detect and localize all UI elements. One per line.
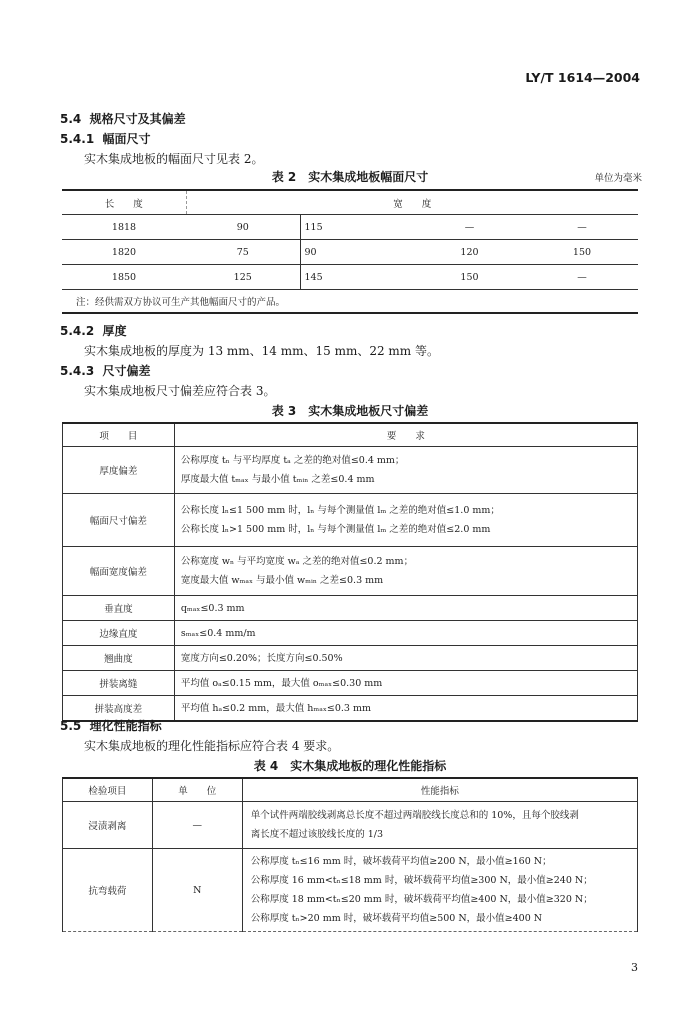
requirement-line: 公称长度 lₙ≤1 500 mm 时，lₙ 与每个测量值 lₘ 之差的绝对值≤1.0 mm； [180, 505, 500, 516]
requirement-line: 公称厚度 tₙ≤16 mm 时，破坏载荷平均值≥200 N，最小值≥160 N； [250, 856, 552, 867]
table4-header-unit: 单 位 [152, 778, 242, 802]
table-row [63, 671, 638, 696]
item-label: 浸渍剥离 [63, 802, 153, 849]
section-5-4-1-heading [60, 130, 151, 147]
table-cell: 90 [186, 215, 300, 240]
requirement: qₘₐₓ≤0.3 mm [174, 596, 637, 621]
requirement-line: 公称宽度 wₙ 与平均宽度 wₐ 之差的绝对值≤0.2 mm； [180, 556, 414, 567]
table-cell: 1850 [62, 265, 186, 290]
paragraph: 实木集成地板尺寸偏差应符合表 3。 [84, 384, 276, 398]
table-cell: 120 [413, 240, 526, 265]
section-5-4-3-heading [60, 362, 151, 379]
section-number: 5.4.3 [60, 364, 95, 378]
item-label: 幅面宽度偏差 [63, 547, 175, 596]
table-row [63, 547, 638, 596]
section-number: 5.4.1 [60, 132, 95, 146]
paragraph: 实木集成地板的幅面尺寸见表 2。 [84, 152, 264, 166]
requirement-line: 单个试件两端胶线剥离总长度不超过两端胶线长度总和的 10%，且每个胶线剥 [250, 810, 579, 821]
requirement: sₘₐₓ≤0.4 mm/m [174, 621, 637, 646]
requirement: 平均值 oₐ≤0.15 mm，最大值 oₘₐₓ≤0.30 mm [174, 671, 637, 696]
section-5-5-heading [60, 717, 162, 734]
item-label: 翘曲度 [63, 646, 175, 671]
section-number: 5.5 [60, 719, 82, 733]
table2-header-length: 长 度 [62, 190, 186, 215]
table2-note: 注：经供需双方协议可生产其他幅面尺寸的产品。 [62, 290, 638, 314]
table3-caption: 表 3 实木集成地板尺寸偏差 [271, 404, 429, 418]
requirement-line: 公称厚度 tₙ>20 mm 时，破坏载荷平均值≥500 N，最小值≥400 N [250, 913, 543, 924]
table-cell: 150 [413, 265, 526, 290]
table-cell: 150 [526, 240, 638, 265]
table-cell: 115 [300, 215, 413, 240]
standard-number: LY/T 1614—2004 [525, 70, 640, 85]
table2-header-width: 宽 度 [186, 190, 638, 215]
table3-header-item: 项 目 [63, 423, 175, 447]
unit-cell: N [152, 849, 242, 932]
requirement-line: 公称长度 lₙ>1 500 mm 时，lₙ 与每个测量值 lₘ 之差的绝对值≤2.0 mm [180, 524, 491, 535]
requirement [174, 547, 637, 596]
table-row [62, 240, 638, 265]
table-row [63, 802, 638, 849]
item-label: 拼装高度差 [63, 696, 175, 722]
table-2 [62, 189, 638, 314]
table-row [63, 621, 638, 646]
table-cell: — [526, 265, 638, 290]
requirement: 宽度方向≤0.20%；长度方向≤0.50% [174, 646, 637, 671]
table2-unit: 单位为毫米 [594, 173, 642, 184]
requirement-line: 公称厚度 18 mm<tₙ≤20 mm 时，破坏载荷平均值≥400 N，最小值≥320 N； [250, 894, 593, 905]
table4-header-item: 检验项目 [63, 778, 153, 802]
section-title: 规格尺寸及其偏差 [89, 112, 186, 126]
paragraph: 实木集成地板的理化性能指标应符合表 4 要求。 [84, 739, 340, 753]
paragraph: 实木集成地板的厚度为 13 mm、14 mm、15 mm、22 mm 等。 [84, 344, 439, 358]
item-label: 边缘直度 [63, 621, 175, 646]
table-row [63, 646, 638, 671]
table-row [63, 494, 638, 547]
table-row [63, 447, 638, 494]
table3-header-req: 要 求 [174, 423, 637, 447]
table-row [62, 215, 638, 240]
table-cell: 1818 [62, 215, 186, 240]
table-cell: 145 [300, 265, 413, 290]
table-cell: 125 [186, 265, 300, 290]
requirement [242, 802, 637, 849]
section-number: 5.4 [60, 112, 82, 126]
item-label: 拼装离缝 [63, 671, 175, 696]
table-cell: — [413, 215, 526, 240]
requirement-line: 离长度不超过该胶线长度的 1/3 [250, 829, 384, 840]
table-cell: 90 [300, 240, 413, 265]
table-4 [62, 777, 638, 932]
table2-caption: 表 2 实木集成地板幅面尺寸 [271, 170, 429, 184]
requirement-line: 厚度最大值 tₘₐₓ 与最小值 tₘᵢₙ 之差≤0.4 mm [180, 474, 375, 485]
item-label: 抗弯载荷 [63, 849, 153, 932]
requirement-line: 宽度最大值 wₘₐₓ 与最小值 wₘᵢₙ 之差≤0.3 mm [180, 575, 384, 586]
table4-header-index: 性能指标 [242, 778, 637, 802]
table-row [63, 596, 638, 621]
item-label: 厚度偏差 [63, 447, 175, 494]
requirement [174, 494, 637, 547]
section-5-4-heading [60, 110, 186, 127]
table-cell: 75 [186, 240, 300, 265]
page-number: 3 [631, 961, 638, 974]
section-title: 理化性能指标 [89, 719, 162, 733]
section-number: 5.4.2 [60, 324, 95, 338]
requirement: 平均值 hₐ≤0.2 mm，最大值 hₘₐₓ≤0.3 mm [174, 696, 637, 722]
section-title: 尺寸偏差 [102, 364, 151, 378]
section-title: 厚度 [102, 324, 127, 338]
section-5-4-2-heading [60, 322, 127, 339]
requirement-line: 公称厚度 16 mm<tₙ≤18 mm 时，破坏载荷平均值≥300 N，最小值≥240 N； [250, 875, 593, 886]
requirement [174, 447, 637, 494]
table-row [63, 849, 638, 932]
section-title: 幅面尺寸 [102, 132, 151, 146]
table-row [62, 265, 638, 290]
requirement-line: 公称厚度 tₙ 与平均厚度 tₐ 之差的绝对值≤0.4 mm； [180, 455, 405, 466]
requirement [242, 849, 637, 932]
unit-cell: — [152, 802, 242, 849]
table-cell: — [526, 215, 638, 240]
item-label: 幅面尺寸偏差 [63, 494, 175, 547]
table-cell: 1820 [62, 240, 186, 265]
table4-caption: 表 4 实木集成地板的理化性能指标 [253, 759, 447, 773]
item-label: 垂直度 [63, 596, 175, 621]
table-3 [62, 422, 638, 722]
